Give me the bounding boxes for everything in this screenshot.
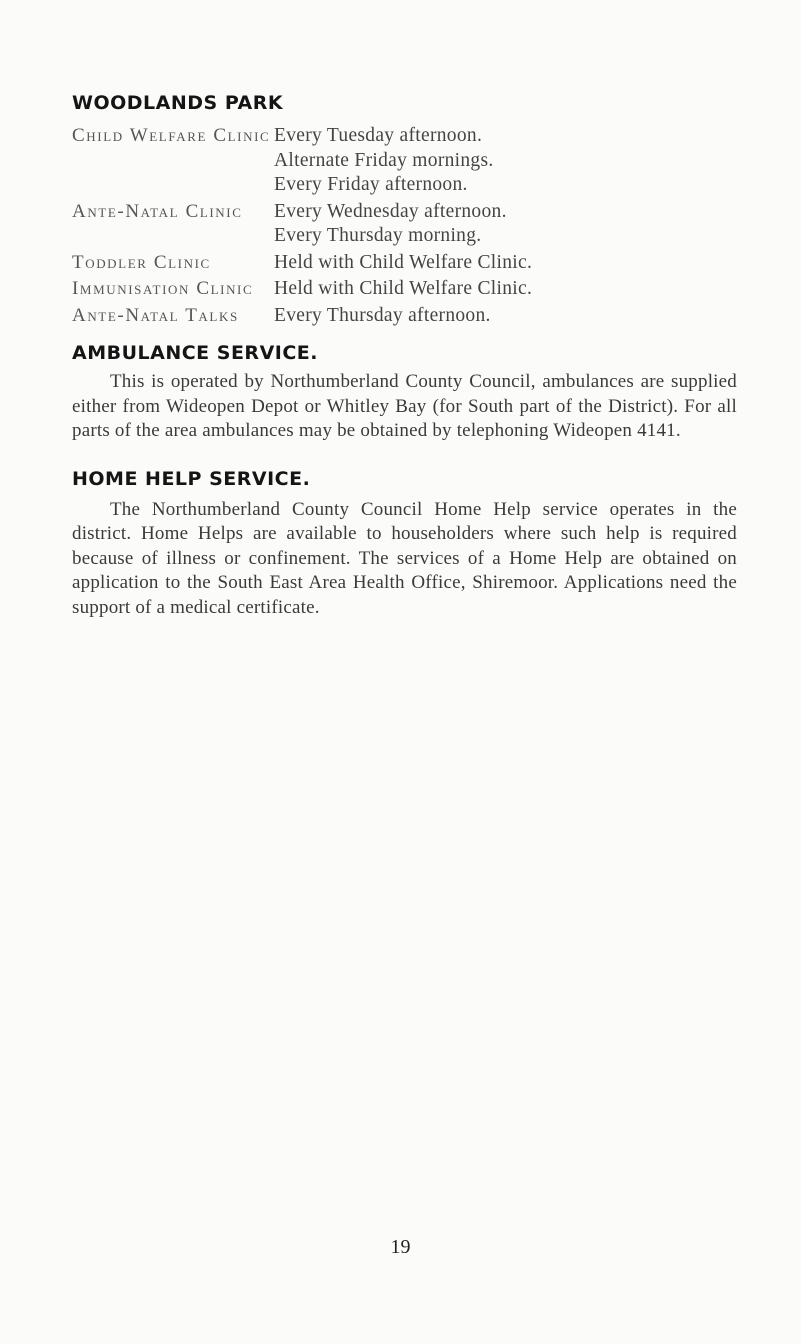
clinic-row (72, 251, 737, 276)
clinic-time: Alternate Friday mornings. (274, 149, 494, 171)
clinic-times (274, 277, 532, 302)
clinic-name: Ante-Natal Talks (72, 304, 239, 326)
clinic-times (274, 304, 491, 329)
clinic-time: Every Thursday afternoon. (274, 304, 491, 326)
clinic-time: Every Friday afternoon. (274, 174, 468, 195)
home-help-paragraph: The Northumberland County Council Home Help service operates in the district. Home Helps are available to householders where such help is required because of illness or confinement. The services of a Home Help are obtained on application to the South East Area Health Office, Shiremoor. Applications need the support of a medical certificate. (72, 498, 737, 618)
clinic-row (72, 200, 737, 249)
document-page (72, 92, 737, 620)
clinic-time: Every Wednesday afternoon. (274, 200, 507, 222)
clinic-name: Immunisation Clinic (72, 278, 254, 299)
clinic-row (72, 124, 737, 198)
clinic-time: Held with Child Welfare Clinic. (274, 251, 533, 273)
clinic-name: Child Welfare Clinic (72, 125, 271, 146)
ambulance-heading: AMBULANCE SERVICE. (72, 342, 318, 364)
page-number: 19 (390, 1236, 411, 1258)
clinic-times (274, 200, 507, 249)
clinic-name: Ante-Natal Clinic (72, 200, 243, 222)
clinic-name: Toddler Clinic (72, 251, 211, 273)
clinic-row (72, 304, 737, 329)
section-title: WOODLANDS PARK (72, 92, 284, 114)
clinic-row (72, 277, 737, 302)
clinic-time: Every Thursday morning. (274, 225, 482, 246)
clinic-schedule (72, 124, 737, 328)
clinic-times (274, 251, 532, 276)
clinic-time: Held with Child Welfare Clinic. (274, 278, 533, 299)
clinic-times (274, 124, 494, 198)
ambulance-paragraph: This is operated by Northumberland County Council, ambulances are supplied either from Wideopen Depot or Whitley Bay (for South part of the District). For all parts of the area ambulances may be obtained by telephoning Wideopen 4141. (72, 371, 737, 441)
clinic-time: Every Tuesday afternoon. (274, 125, 483, 146)
home-help-heading: HOME HELP SERVICE. (72, 467, 311, 490)
